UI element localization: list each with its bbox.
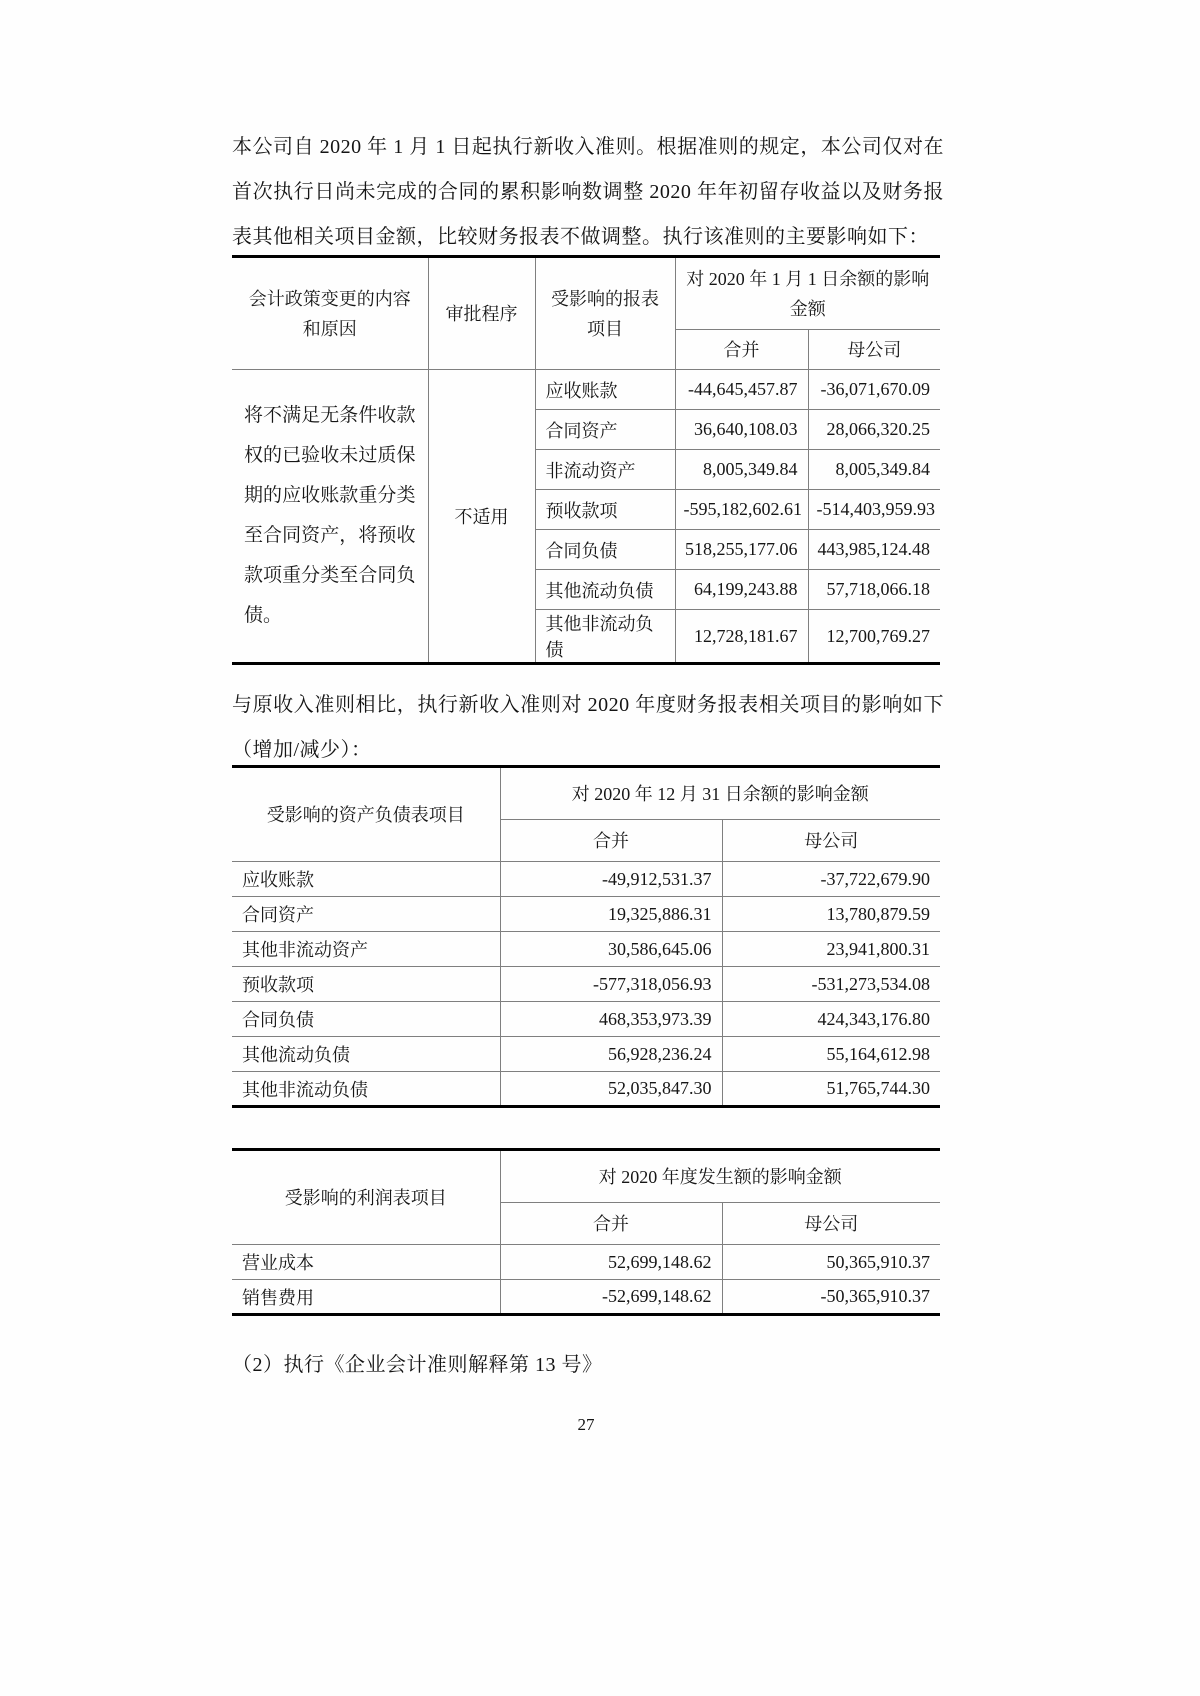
table3-header-row	[232, 1150, 940, 1203]
table1-header-row	[232, 257, 940, 330]
table-row	[232, 897, 940, 932]
table-row	[232, 1245, 940, 1280]
row-item-label: 非流动资产	[535, 450, 675, 490]
row-item-label: 其他流动负债	[232, 1037, 500, 1072]
row-item-label: 营业成本	[232, 1245, 500, 1280]
row-item-label: 其他流动负债	[535, 570, 675, 610]
page-number: 27	[577, 1415, 595, 1434]
table1-header-approval: 审批程序	[428, 257, 535, 370]
table1-header-content-reason: 会计政策变更的内容和原因	[232, 257, 428, 370]
row-item-label: 应收账款	[535, 370, 675, 410]
row-parent-value: -50,365,910.37	[820, 1286, 930, 1306]
table-row	[232, 862, 940, 897]
row-parent-value: 12,700,769.27	[826, 625, 930, 646]
footnote-item-2: （2）执行《企业会计准则解释第 13 号》	[232, 1354, 603, 1376]
row-consolidated-value: 8,005,349.84	[675, 450, 808, 490]
row-parent-value: 51,765,744.30	[826, 1078, 930, 1098]
table-row	[232, 967, 940, 1002]
policy-change-description: 将不满足无条件收款权的已验收未过质保期的应收账款重分类至合同资产，将预收款项重分类至合同负债。	[232, 370, 428, 664]
table2-header-row	[232, 767, 940, 820]
row-item-label: 其他非流动负债	[232, 1072, 500, 1107]
row-consolidated-value: -49,912,531.37	[500, 862, 722, 897]
row-consolidated-value: 30,586,645.06	[500, 932, 722, 967]
table3-header-consolidated: 合并	[500, 1203, 722, 1245]
comparison-paragraph: 与原收入准则相比，执行新收入准则对 2020 年度财务报表相关项目的影响如下（增加/减少）：	[232, 694, 944, 761]
row-consolidated-value: 64,199,243.88	[675, 570, 808, 610]
row-parent-value: 23,941,800.31	[722, 932, 940, 967]
row-consolidated-value: 518,255,177.06	[675, 530, 808, 570]
row-item-label: 应收账款	[232, 862, 500, 897]
row-consolidated-value: -577,318,056.93	[500, 967, 722, 1002]
row-item-label: 其他非流动资产	[232, 932, 500, 967]
row-parent-value: -531,273,534.08	[722, 967, 940, 1002]
row-consolidated-value: -52,699,148.62	[500, 1280, 722, 1315]
row-consolidated-value: 19,325,886.31	[500, 897, 722, 932]
table-row	[232, 932, 940, 967]
table3-header-parent: 母公司	[722, 1203, 940, 1245]
row-consolidated-value: -595,182,602.61	[675, 490, 808, 530]
table-row	[232, 1002, 940, 1037]
accounting-policy-change-table	[232, 255, 940, 665]
row-consolidated-value: 52,035,847.30	[500, 1072, 722, 1107]
row-item-label: 合同负债	[232, 1002, 500, 1037]
row-parent-value: 55,164,612.98	[722, 1037, 940, 1072]
row-consolidated-value: 56,928,236.24	[500, 1037, 722, 1072]
row-consolidated-value: 468,353,973.39	[500, 1002, 722, 1037]
row-item-label: 其他非流动负债	[535, 610, 675, 664]
row-parent-value: 28,066,320.25	[808, 410, 940, 450]
row-item-label: 预收款项	[535, 490, 675, 530]
table2-header-consolidated: 合并	[500, 820, 722, 862]
row-consolidated-value: 36,640,108.03	[675, 410, 808, 450]
income-statement-impact-table	[232, 1148, 940, 1316]
intro-paragraph: 本公司自 2020 年 1 月 1 日起执行新收入准则。根据准则的规定，本公司仅对在首次执行日尚未完成的合同的累积影响数调整 2020 年年初留存收益以及财务报表其他相关项目金额，比较财务报表不做调整。执行该准则的主要影响如下：	[232, 136, 944, 248]
row-item-label: 合同资产	[232, 897, 500, 932]
row-item-label: 合同资产	[535, 410, 675, 450]
table-row	[232, 1280, 940, 1315]
row-consolidated-value: 52,699,148.62	[500, 1245, 722, 1280]
table2-header-parent: 母公司	[722, 820, 940, 862]
table-row	[232, 370, 940, 410]
table-row	[232, 1037, 940, 1072]
row-parent-value: -37,722,679.90	[722, 862, 940, 897]
approval-procedure-value: 不适用	[428, 370, 535, 664]
row-consolidated-value: -44,645,457.87	[675, 370, 808, 410]
row-item-label: 预收款项	[232, 967, 500, 1002]
row-parent-value: -514,403,959.93	[808, 490, 940, 530]
table1-header-impact-group: 对 2020 年 1 月 1 日余额的影响金额	[675, 257, 940, 330]
table2-header-impact-group: 对 2020 年 12 月 31 日余额的影响金额	[500, 767, 940, 820]
table3-header-impact-group: 对 2020 年度发生额的影响金额	[500, 1150, 940, 1203]
row-parent-value: 424,343,176.80	[722, 1002, 940, 1037]
row-parent-value: 13,780,879.59	[722, 897, 940, 932]
row-parent-value: -36,071,670.09	[808, 370, 940, 410]
table1-header-affected-item: 受影响的报表项目	[535, 257, 675, 370]
row-item-label: 销售费用	[232, 1280, 500, 1315]
row-parent-value: 57,718,066.18	[808, 570, 940, 610]
table1-header-consolidated: 合并	[675, 330, 808, 370]
table3-header-item: 受影响的利润表项目	[232, 1150, 500, 1245]
table2-header-item: 受影响的资产负债表项目	[232, 767, 500, 862]
row-parent-value: 8,005,349.84	[808, 450, 940, 490]
row-parent-value: 443,985,124.48	[808, 530, 940, 570]
row-item-label: 合同负债	[535, 530, 675, 570]
table1-header-parent: 母公司	[808, 330, 940, 370]
table-row	[232, 1072, 940, 1107]
row-consolidated-value: 12,728,181.67	[675, 610, 808, 664]
balance-sheet-impact-table	[232, 765, 940, 1108]
row-parent-value: 50,365,910.37	[722, 1245, 940, 1280]
